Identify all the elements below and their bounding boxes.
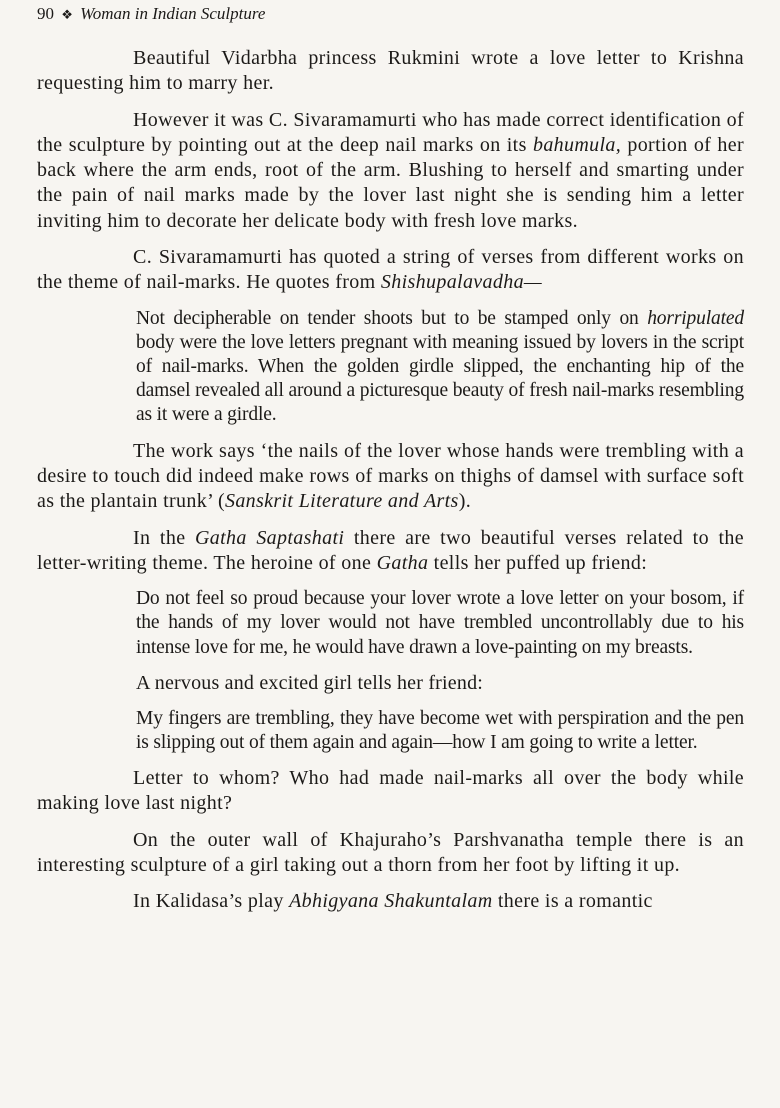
paragraph-nails: The work says ‘the nails of the lover whose hands were trembling with a desire to touch did indeed make rows of marks on thighs of damsel with surface soft as the plantain trunk’ (Sanskrit Literature and Arts).	[37, 439, 744, 513]
running-header	[37, 4, 265, 25]
body-text	[37, 46, 744, 926]
paragraph-sivaramamurti: However it was C. Sivaramamurti who has made correct identification of the sculpture by pointing out at the deep nail marks on its bahumula, portion of her back where the arm ends, root of the arm. Blushing to herself and smarting under the pain of nail marks made by the lover last night she is sending him a letter inviting him to decorate her delicate body with fresh love marks.	[37, 108, 744, 232]
quote-proud: Do not feel so proud because your lover wrote a love letter on your bosom, if the hands of my lover would not have trembled uncontrollably due to his intense love for me, he would have drawn a love-painting on my breasts.	[136, 588, 744, 658]
paragraph-letter-to-whom: Letter to whom? Who had made nail-marks all over the body while making love last night?	[37, 767, 744, 815]
paragraph-gatha: In the Gatha Saptashati there are two beautiful verses related to the letter-writing theme. The heroine of one Gatha tells her puffed up friend:	[37, 526, 744, 574]
paragraph-verses: C. Sivaramamurti has quoted a string of verses from different works on the theme of nail-marks. He quotes from Shishupalavadha—	[37, 246, 744, 294]
page-number: 90	[37, 4, 54, 23]
ornament-icon: ❖	[61, 7, 73, 22]
quote-trembling: My fingers are trembling, they have become wet with perspiration and the pen is slipping out of them again and again—how I am going to write a letter.	[136, 707, 744, 753]
book-title: Woman in Indian Sculpture	[80, 4, 266, 23]
paragraph-rukmini: Beautiful Vidarbha princess Rukmini wrote a love letter to Krishna requesting him to marry her.	[37, 47, 744, 95]
quote-shishupalavadha: Not decipherable on tender shoots but to be stamped only on horripulated body were the love letters pregnant with meaning issued by lovers in the script of nail-marks. When the golden girdle slipped, the enchanting hip of the damsel revealed all around a picturesque beauty of fresh nail-marks resembling as it were a girdle.	[136, 307, 744, 426]
paragraph-kalidasa: In Kalidasa’s play Abhigyana Shakuntalam there is a romantic	[133, 890, 653, 913]
paragraph-khajuraho: On the outer wall of Khajuraho’s Parshvanatha temple there is an interesting sculpture of a girl taking out a thorn from her foot by lifting it up.	[37, 828, 744, 877]
quote-intro: A nervous and excited girl tells her friend:	[136, 671, 484, 694]
